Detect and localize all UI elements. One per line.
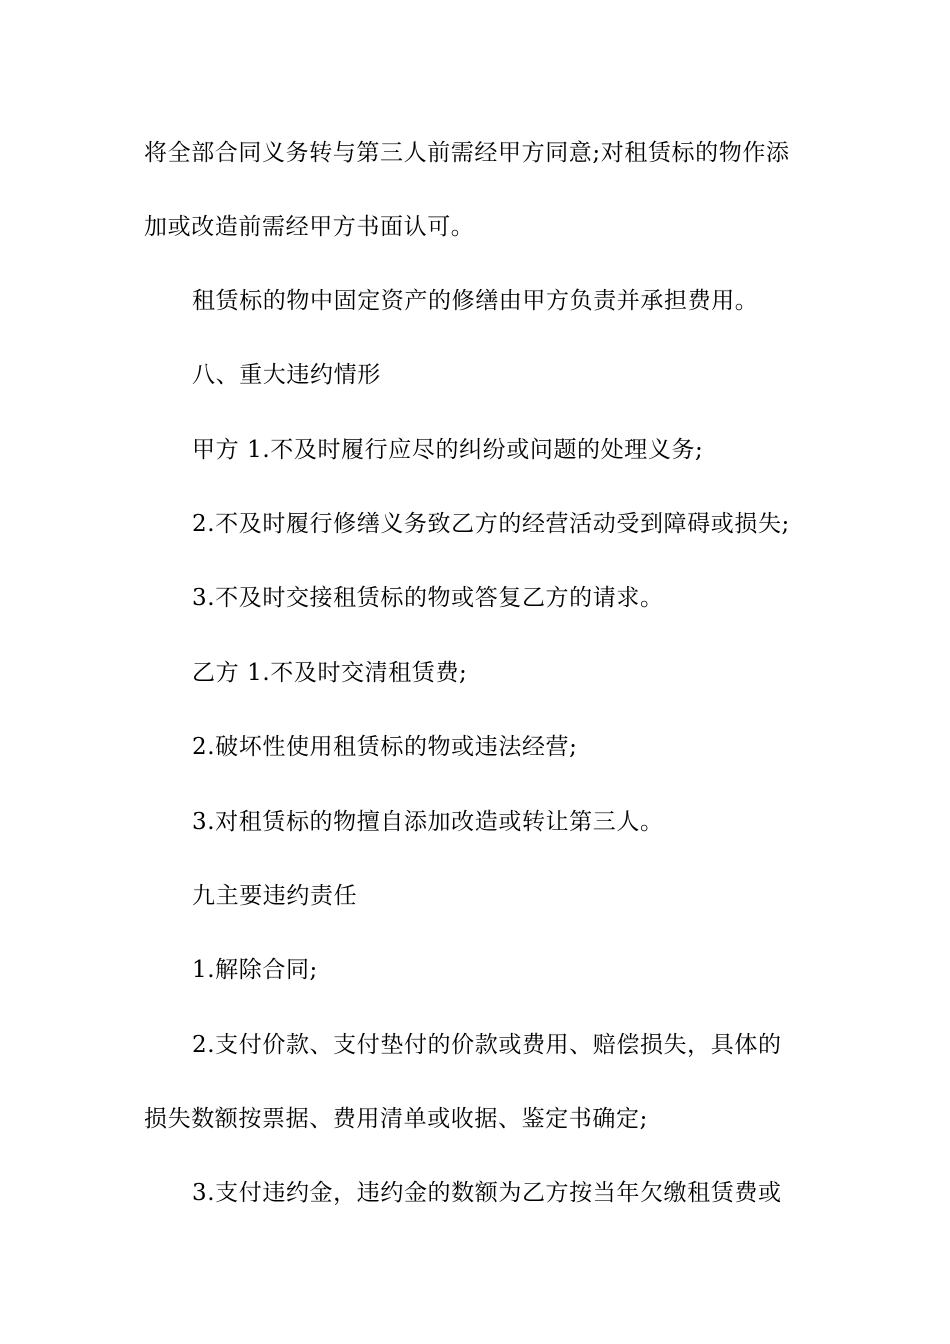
paragraph-line: 甲方 1.不及时履行应尽的纠纷或问题的处理义务; xyxy=(192,437,704,463)
paragraph-line: 2.不及时履行修缮义务致乙方的经营活动受到障碍或损失; xyxy=(192,511,790,537)
paragraph-line: 3.不及时交接租赁标的物或答复乙方的请求。 xyxy=(192,585,664,611)
paragraph-line: 2.破坏性使用租赁标的物或违法经营; xyxy=(192,734,578,760)
paragraph-line: 租赁标的物中固定资产的修缮由甲方负责并承担费用。 xyxy=(192,288,759,314)
paragraph-line: 3.支付违约金，违约金的数额为乙方按当年欠缴租赁费或 xyxy=(192,1180,782,1206)
section-heading: 八、重大违约情形 xyxy=(192,362,381,388)
section-heading: 九主要违约责任 xyxy=(192,883,358,909)
paragraph-line: 乙方 1.不及时交清租赁费; xyxy=(192,660,468,686)
paragraph-line: 将全部合同义务转与第三人前需经甲方同意;对租赁标的物作添 xyxy=(144,140,790,166)
paragraph-line: 3.对租赁标的物擅自添加改造或转让第三人。 xyxy=(192,809,664,835)
paragraph-line: 2.支付价款、支付垫付的价款或费用、赔偿损失，具体的 xyxy=(192,1032,782,1058)
paragraph-line: 损失数额按票据、费用清单或收据、鉴定书确定; xyxy=(144,1106,648,1132)
paragraph-line: 1.解除合同; xyxy=(192,957,318,983)
paragraph-line: 加或改造前需经甲方书面认可。 xyxy=(144,214,475,240)
